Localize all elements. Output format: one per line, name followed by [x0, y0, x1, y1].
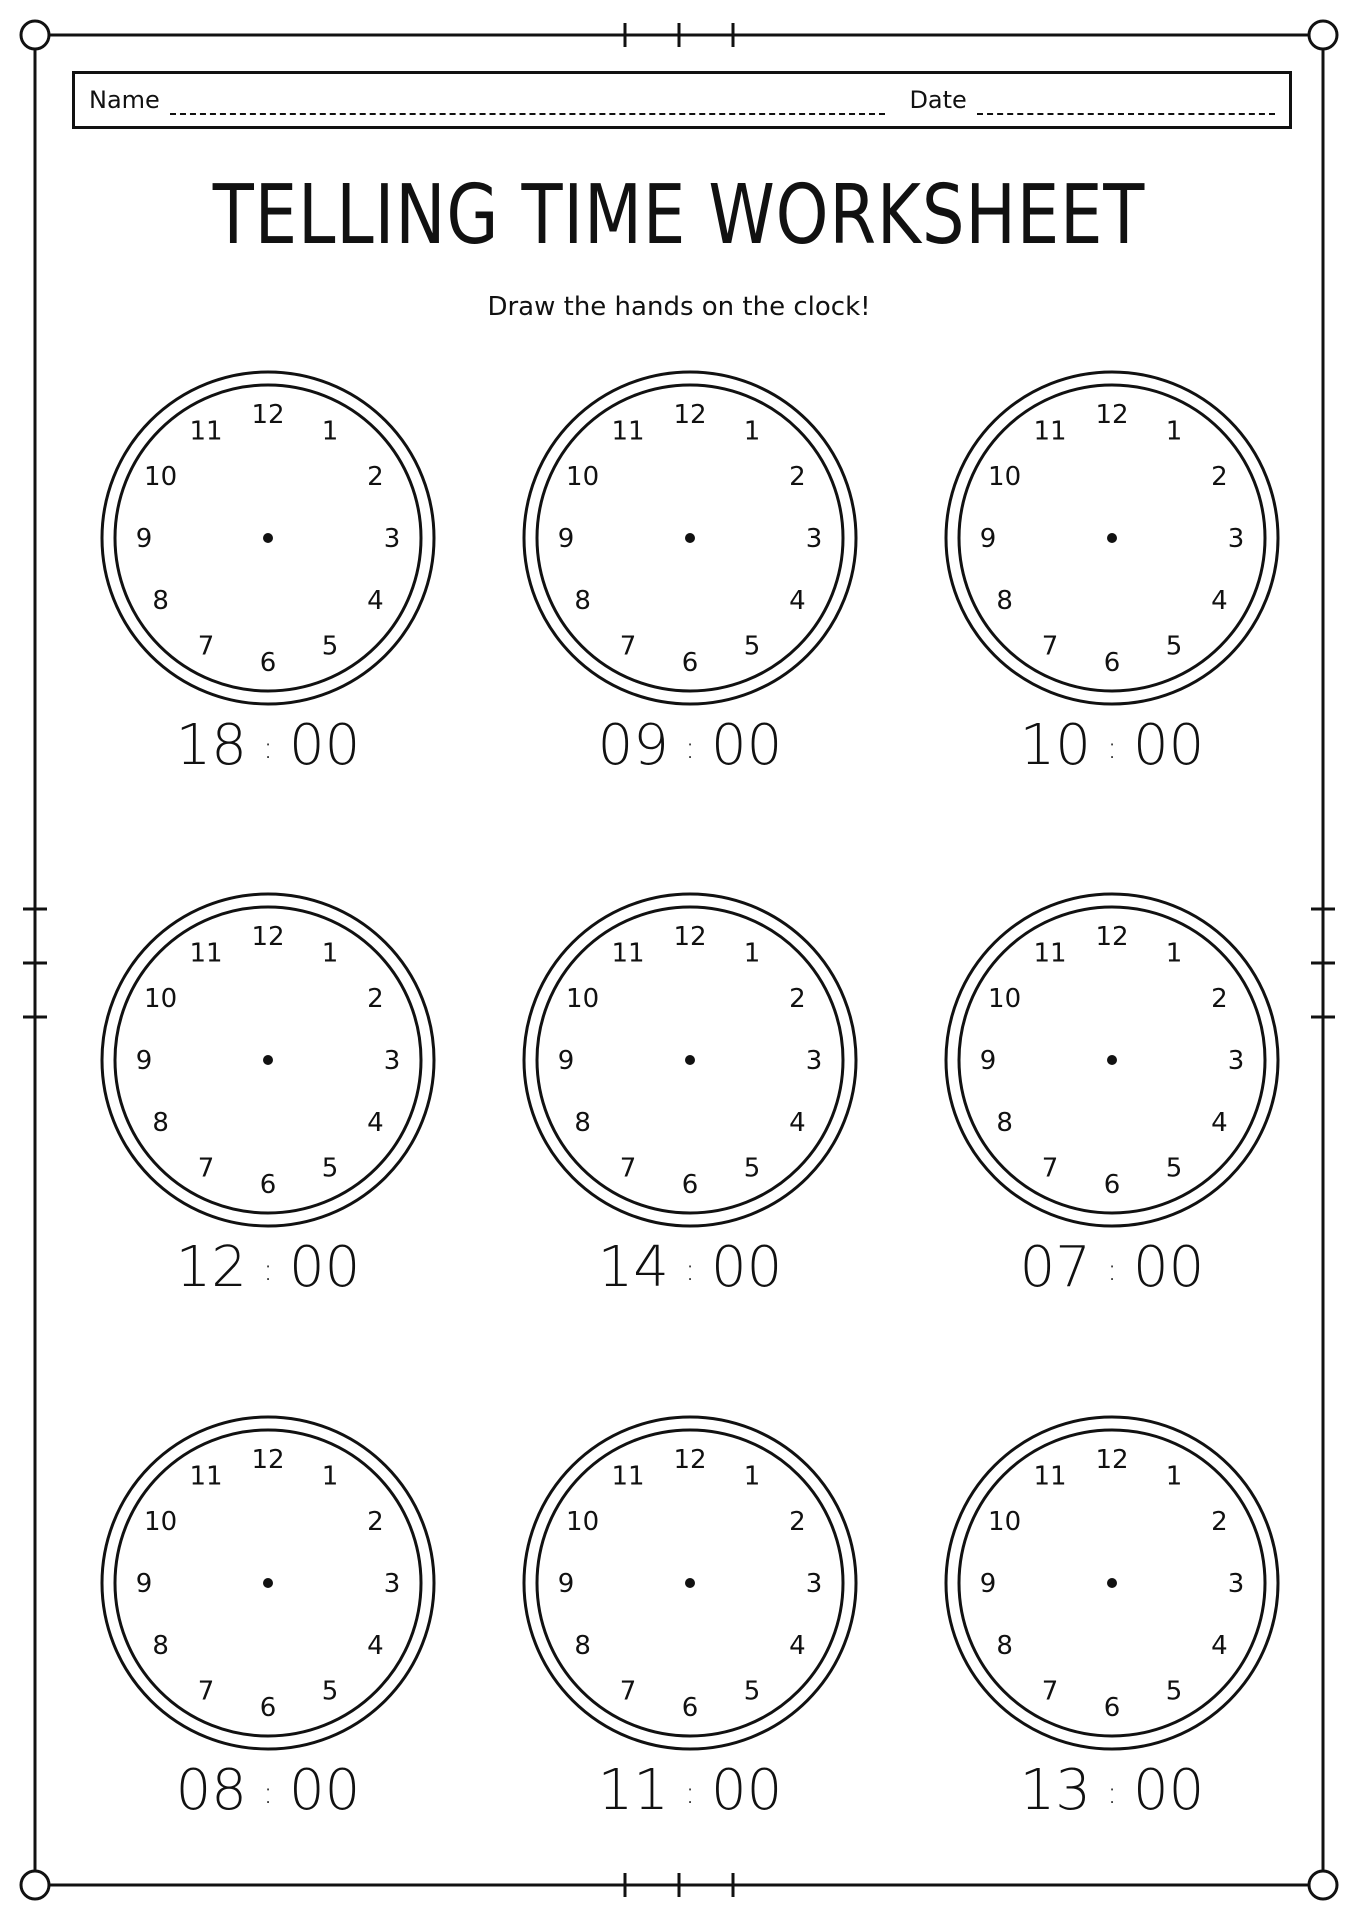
clock-number: 8 — [574, 1631, 591, 1661]
clock-number: 10 — [566, 1507, 600, 1537]
clock-number: 3 — [805, 1046, 823, 1076]
clock-number: 5 — [1165, 1153, 1183, 1184]
clock-number: 8 — [152, 1108, 169, 1138]
time-separator: : — [262, 1253, 274, 1289]
clock-number: 10 — [988, 1507, 1022, 1537]
clock-number: 4 — [367, 1631, 384, 1661]
clock-face[interactable] — [98, 1413, 438, 1753]
clock-number: 12 — [1095, 922, 1129, 952]
name-field[interactable] — [170, 95, 886, 115]
clock-number: 6 — [259, 648, 277, 678]
clock-drawing — [942, 1413, 1282, 1753]
time-minutes: 00 — [1133, 1235, 1205, 1300]
clock-number: 9 — [135, 1569, 153, 1599]
target-time-label — [98, 1235, 438, 1300]
clock-number: 9 — [135, 1046, 153, 1076]
clock-number: 12 — [673, 922, 707, 952]
clock-drawing — [520, 890, 860, 1230]
clock-number: 11 — [611, 938, 645, 969]
clock-number: 6 — [259, 1693, 277, 1723]
date-label: Date — [909, 86, 967, 114]
clock-number: 2 — [1211, 984, 1228, 1014]
instruction-text: Draw the hands on the clock! — [487, 292, 871, 322]
clock-drawing — [942, 368, 1282, 708]
clock-number: 6 — [1103, 1693, 1121, 1723]
clock-number: 9 — [979, 524, 997, 554]
clock-number: 6 — [1103, 1170, 1121, 1200]
corner-circle-top-left — [21, 21, 49, 49]
clock-number: 7 — [197, 1676, 215, 1707]
clock-number: 12 — [1095, 400, 1129, 430]
time-hours: 14 — [597, 1235, 669, 1300]
time-minutes: 00 — [289, 1758, 361, 1823]
clock-number: 11 — [1033, 1461, 1067, 1492]
clock-number: 10 — [566, 462, 600, 492]
clock-center-dot — [263, 1578, 273, 1588]
time-hours: 09 — [597, 713, 669, 778]
target-time-label — [942, 1235, 1282, 1300]
clock-number: 1 — [321, 1461, 339, 1492]
clock-number: 5 — [743, 1153, 761, 1184]
clock-number: 11 — [1033, 416, 1067, 447]
clock-number: 2 — [367, 462, 384, 492]
clock-number: 7 — [619, 1153, 637, 1184]
clock-number: 3 — [1227, 1569, 1245, 1599]
clock-number: 1 — [321, 416, 339, 447]
clock-number: 5 — [321, 1153, 339, 1184]
clock-number: 2 — [367, 984, 384, 1014]
target-time-label — [520, 1758, 860, 1823]
clock-number: 3 — [383, 1046, 401, 1076]
clock-number: 10 — [988, 462, 1022, 492]
clock-drawing — [98, 1413, 438, 1753]
clock-number: 2 — [367, 1507, 384, 1537]
clock-face[interactable] — [520, 1413, 860, 1753]
clock-number: 9 — [979, 1046, 997, 1076]
clock-number: 6 — [1103, 648, 1121, 678]
clock-number: 7 — [197, 1153, 215, 1184]
clock-number: 9 — [557, 1569, 575, 1599]
clock-number: 3 — [383, 1569, 401, 1599]
clock-number: 12 — [1095, 1445, 1129, 1475]
clock-number: 8 — [152, 586, 169, 616]
clock-center-dot — [263, 1055, 273, 1065]
clock-number: 9 — [135, 524, 153, 554]
corner-circle-top-right — [1309, 21, 1337, 49]
target-time-label — [520, 1235, 860, 1300]
clock-face[interactable] — [942, 890, 1282, 1230]
clock-number: 12 — [251, 400, 285, 430]
clock-number: 6 — [681, 1693, 699, 1723]
clock-number: 3 — [383, 524, 401, 554]
clock-number: 10 — [988, 984, 1022, 1014]
time-hours: 11 — [597, 1758, 669, 1823]
clock-number: 7 — [619, 1676, 637, 1707]
clock-number: 12 — [251, 922, 285, 952]
corner-circle-bottom-left — [21, 1871, 49, 1899]
target-time-label — [98, 713, 438, 778]
time-hours: 07 — [1019, 1235, 1091, 1300]
time-hours: 18 — [175, 713, 247, 778]
clock-number: 2 — [1211, 462, 1228, 492]
clock-number: 8 — [574, 586, 591, 616]
time-minutes: 00 — [289, 1235, 361, 1300]
time-separator: : — [684, 1776, 696, 1812]
clock-number: 4 — [789, 1631, 806, 1661]
time-minutes: 00 — [711, 713, 783, 778]
clock-number: 5 — [743, 1676, 761, 1707]
clock-number: 2 — [789, 1507, 806, 1537]
clock-face[interactable] — [942, 368, 1282, 708]
clock-number: 4 — [1211, 1108, 1228, 1138]
clock-number: 4 — [1211, 586, 1228, 616]
clock-face[interactable] — [98, 890, 438, 1230]
clock-drawing — [98, 890, 438, 1230]
clock-number: 5 — [321, 1676, 339, 1707]
clock-number: 1 — [1165, 1461, 1183, 1492]
clock-number: 6 — [681, 1170, 699, 1200]
clock-number: 4 — [1211, 1631, 1228, 1661]
clock-number: 3 — [1227, 524, 1245, 554]
date-field[interactable] — [977, 95, 1275, 115]
clock-number: 12 — [673, 400, 707, 430]
clock-drawing — [520, 1413, 860, 1753]
clock-center-dot — [263, 533, 273, 543]
clock-number: 11 — [189, 938, 223, 969]
clock-drawing — [942, 890, 1282, 1230]
clock-number: 12 — [673, 1445, 707, 1475]
target-time-label — [942, 713, 1282, 778]
time-hours: 13 — [1019, 1758, 1091, 1823]
clock-number: 9 — [557, 524, 575, 554]
clock-drawing — [98, 368, 438, 708]
clock-number: 4 — [789, 586, 806, 616]
clock-number: 7 — [1041, 1153, 1059, 1184]
clock-number: 8 — [996, 1108, 1013, 1138]
target-time-label — [98, 1758, 438, 1823]
clock-drawing — [520, 368, 860, 708]
time-minutes: 00 — [289, 713, 361, 778]
time-separator: : — [1106, 1776, 1118, 1812]
clock-number: 5 — [321, 631, 339, 662]
clock-number: 9 — [979, 1569, 997, 1599]
clock-number: 1 — [743, 416, 761, 447]
name-date-header — [72, 71, 1292, 129]
clock-number: 4 — [367, 586, 384, 616]
clock-number: 3 — [1227, 1046, 1245, 1076]
clock-number: 10 — [144, 1507, 178, 1537]
clock-face[interactable] — [98, 368, 438, 708]
clock-number: 5 — [1165, 631, 1183, 662]
name-label: Name — [89, 86, 160, 114]
time-separator: : — [262, 731, 274, 767]
clock-number: 1 — [321, 938, 339, 969]
clock-face[interactable] — [520, 890, 860, 1230]
clock-number: 1 — [743, 1461, 761, 1492]
clock-number: 7 — [619, 631, 637, 662]
target-time-label — [942, 1758, 1282, 1823]
time-hours: 08 — [175, 1758, 247, 1823]
clock-number: 3 — [805, 1569, 823, 1599]
clock-center-dot — [1107, 1055, 1117, 1065]
corner-circle-bottom-right — [1309, 1871, 1337, 1899]
clock-number: 10 — [566, 984, 600, 1014]
clock-number: 4 — [367, 1108, 384, 1138]
clock-center-dot — [685, 1055, 695, 1065]
target-time-label — [520, 713, 860, 778]
clock-number: 7 — [1041, 631, 1059, 662]
clock-number: 6 — [259, 1170, 277, 1200]
clock-number: 11 — [189, 1461, 223, 1492]
clock-center-dot — [685, 1578, 695, 1588]
clock-number: 1 — [743, 938, 761, 969]
clock-number: 11 — [189, 416, 223, 447]
clock-center-dot — [1107, 1578, 1117, 1588]
time-separator: : — [684, 731, 696, 767]
clock-number: 7 — [197, 631, 215, 662]
time-minutes: 00 — [1133, 1758, 1205, 1823]
time-minutes: 00 — [711, 1758, 783, 1823]
time-separator: : — [262, 1776, 274, 1812]
clock-number: 10 — [144, 984, 178, 1014]
time-hours: 10 — [1019, 713, 1091, 778]
clock-number: 4 — [789, 1108, 806, 1138]
time-minutes: 00 — [711, 1235, 783, 1300]
clock-number: 7 — [1041, 1676, 1059, 1707]
time-separator: : — [1106, 1253, 1118, 1289]
clock-number: 2 — [789, 984, 806, 1014]
clock-number: 11 — [1033, 938, 1067, 969]
time-hours: 12 — [175, 1235, 247, 1300]
clock-number: 10 — [144, 462, 178, 492]
clock-number: 8 — [574, 1108, 591, 1138]
time-minutes: 00 — [1133, 713, 1205, 778]
clock-number: 11 — [611, 1461, 645, 1492]
clock-center-dot — [685, 533, 695, 543]
time-separator: : — [1106, 731, 1118, 767]
clock-number: 1 — [1165, 416, 1183, 447]
clock-number: 8 — [996, 586, 1013, 616]
clock-face[interactable] — [942, 1413, 1282, 1753]
clock-number: 3 — [805, 524, 823, 554]
clock-number: 8 — [152, 1631, 169, 1661]
clock-number: 2 — [789, 462, 806, 492]
clock-number: 1 — [1165, 938, 1183, 969]
clock-number: 5 — [1165, 1676, 1183, 1707]
clock-number: 11 — [611, 416, 645, 447]
clock-number: 9 — [557, 1046, 575, 1076]
worksheet-title: TELLING TIME WORKSHEET — [212, 168, 1146, 263]
clock-number: 8 — [996, 1631, 1013, 1661]
clock-number: 12 — [251, 1445, 285, 1475]
clock-number: 5 — [743, 631, 761, 662]
time-separator: : — [684, 1253, 696, 1289]
clock-number: 2 — [1211, 1507, 1228, 1537]
clock-face[interactable] — [520, 368, 860, 708]
clock-number: 6 — [681, 648, 699, 678]
clock-center-dot — [1107, 533, 1117, 543]
